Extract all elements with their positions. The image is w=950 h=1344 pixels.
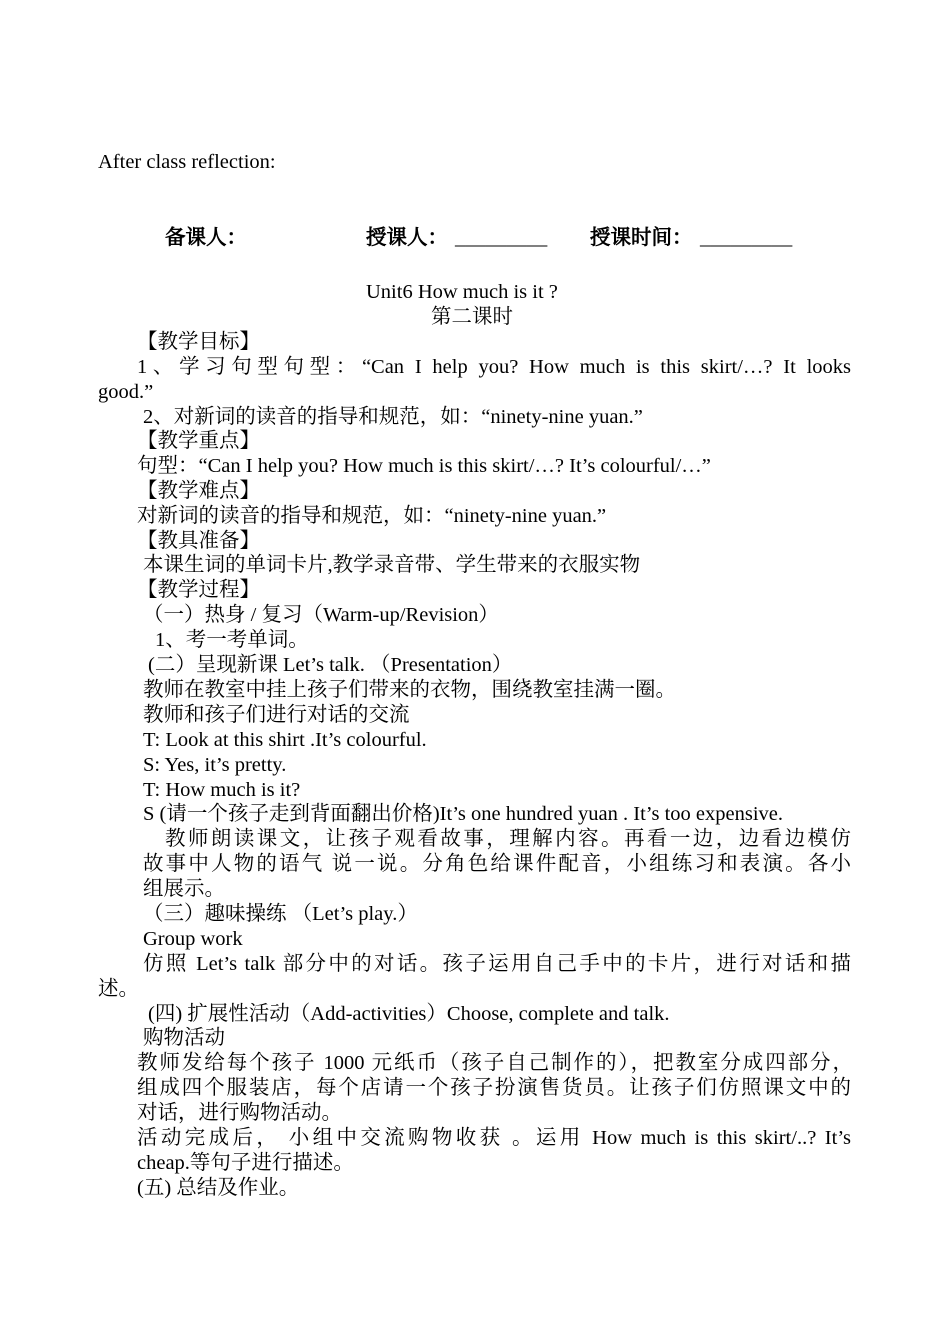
body-line: Group work <box>143 928 243 950</box>
body-line: 教师在教室中挂上孩子们带来的衣物，围绕教室挂满一圈。 <box>143 679 676 701</box>
body-line: (二）呈现新课 Let’s talk. （Presentation） <box>148 654 513 676</box>
body-line: 组成四个服装店，每个店请一个孩子扮演售货员。让孩子们仿照课文中的 <box>137 1077 851 1099</box>
body-line: (四) 扩展性活动（Add-activities）Choose, complete and talk. <box>148 1003 670 1025</box>
body-line: 购物活动 <box>143 1027 225 1049</box>
body-line: 教师发给每个孩子 1000 元纸币（孩子自己制作的），把教室分成四部分， <box>137 1052 853 1074</box>
body-line: 2、对新词的读音的指导和规范，如：“ninety-nine yuan.” <box>143 406 643 428</box>
body-line: 对新词的读音的指导和规范，如：“ninety-nine yuan.” <box>137 505 607 527</box>
body-line: 1、考一考单词。 <box>155 629 309 651</box>
body-line: 句型：“Can I help you? How much is this skirt/…? It’s colourful/…” <box>137 455 711 477</box>
body-line: 故事中人物的语气 说一说。分角色给课件配音，小组练习和表演。各小 <box>143 853 851 875</box>
body-line: cheap.等句子进行描述。 <box>137 1152 354 1174</box>
preparer-label: 备课人： <box>165 227 247 249</box>
time-label: 授课时间： <box>590 227 693 249</box>
body-line: S (请一个孩子走到背面翻出价格)It’s one hundred yuan . It’s too expensive. <box>143 803 783 825</box>
time-blank: _________ <box>700 227 793 249</box>
body-line: 对话，进行购物活动。 <box>137 1102 342 1124</box>
section-heading: 【教具准备】 <box>137 530 260 552</box>
body-line: good.” <box>98 381 154 403</box>
lesson-title: 第二课时 <box>431 306 513 328</box>
body-line: 仿照 Let’s talk 部分中的对话。孩子运用自己手中的卡片，进行对话和描 <box>143 953 851 975</box>
body-line: 教师和孩子们进行对话的交流 <box>143 704 410 726</box>
section-heading: 【教学重点】 <box>137 430 260 452</box>
reflection-label: After class reflection: <box>98 151 276 173</box>
body-line: T: How much is it? <box>143 779 301 801</box>
body-line: 组展示。 <box>143 878 225 900</box>
body-line: 1、学习句型句型：“Can I help you? How much is this skirt/…? It looks <box>137 356 851 378</box>
body-line: （一）热身 / 复习（Warm-up/Revision） <box>143 604 499 626</box>
section-heading: 【教学过程】 <box>137 579 260 601</box>
section-heading: 【教学难点】 <box>137 480 260 502</box>
body-line: 本课生词的单词卡片,教学录音带、学生带来的衣服实物 <box>143 554 641 576</box>
body-line: 述。 <box>98 978 139 1000</box>
section-heading: 【教学目标】 <box>137 331 260 353</box>
body-line: （三）趣味操练 （Let’s play.） <box>143 903 418 925</box>
body-line: 教师朗读课文，让孩子观看故事，理解内容。再看一边，边看边模仿 <box>165 828 851 850</box>
body-line: (五) 总结及作业。 <box>137 1177 300 1199</box>
body-line: T: Look at this shirt .It’s colourful. <box>143 729 427 751</box>
unit-title: Unit6 How much is it ? <box>366 281 558 303</box>
teacher-label: 授课人： <box>366 227 448 249</box>
teacher-blank: _________ <box>455 227 548 249</box>
body-line: 活动完成后， 小组中交流购物收获 。运用 How much is this skirt/..? It’s <box>137 1127 851 1149</box>
body-line: S: Yes, it’s pretty. <box>143 754 287 776</box>
